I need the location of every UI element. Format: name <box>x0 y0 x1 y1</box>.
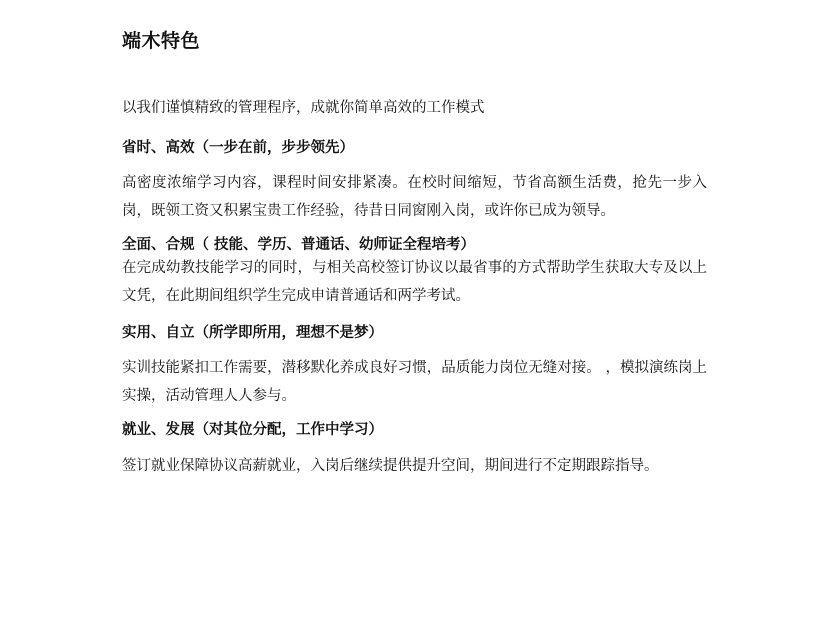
section-body-employment: 签订就业保障协议高薪就业，入岗后继续提供提升空间，期间进行不定期跟踪指导。 <box>122 458 659 474</box>
section-body-comprehensive: 在完成幼教技能学习的同时，与相关高校签订协议以最省事的方式帮助学生获取大专及以上文凭，在此期间组织学生完成申请普通话和两学考试。 <box>122 260 707 304</box>
section-body-practical: 实训技能紧扣工作需要，潜移默化养成良好习惯，品质能力岗位无缝对接。 ，模拟演练岗上实操，活动管理人人参与。 <box>122 360 707 404</box>
section-body-time-efficiency: 高密度浓缩学习内容，课程时间安排紧凑。在校时间缩短，节省高额生活费，抢先一步入岗，既领工资又积累宝贵工作经验，待昔日同窗刚入岗，或许你已成为领导。 <box>122 175 707 219</box>
document-title: 端木特色 <box>122 30 201 52</box>
intro-text: 以我们谨慎精致的管理程序，成就你简单高效的工作模式 <box>122 100 485 116</box>
section-heading-time-efficiency: 省时、高效（一步在前，步步领先） <box>122 140 354 156</box>
section-heading-practical: 实用、自立（所学即所用，理想不是梦） <box>122 325 383 341</box>
section-heading-employment: 就业、发展（对其位分配，工作中学习） <box>122 422 383 438</box>
document-page <box>122 28 707 481</box>
section-heading-comprehensive: 全面、合规（ 技能、学历、普通话、幼师证全程培考） <box>122 237 476 253</box>
